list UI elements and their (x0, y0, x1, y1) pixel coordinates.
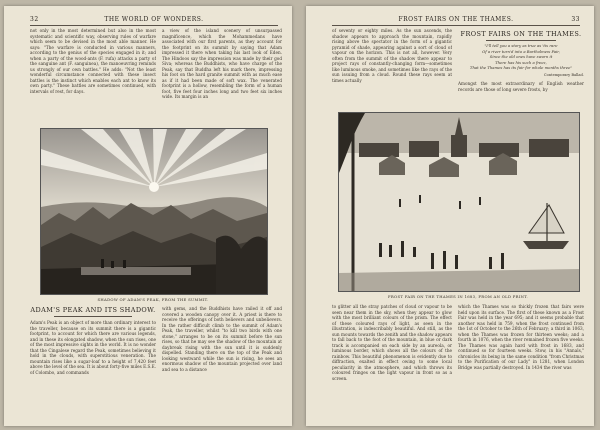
running-title: THE WORLD OF WONDERS. (104, 16, 204, 23)
text-column-1: of seventy or eighty miles. As the sun ascends, the shadow appears to approach the mountain, rapidly rising above the spectator in the form of a gigantic pyramid of shade, appearing against a sort of cloud of vapour on the horizon. This is not all, however. Very often from the summit of the shadow there appear to project rays of constantly-changing form—sometimes like luminous smoke, and sometimes like the rays of the sun issuing from a cloud. Round these rays seem at times actually (332, 28, 452, 83)
text-column-1: not only in the most determined but also in the most systematic and scientific way, observing rules of warfare which seem to be devised in the most able manner. He says: "The warfare is conducted in various manners, according to the genius of the species engaged in it; and when a party of the wood-ants (F. rufa) attacks a party of the sanguine ant (F. sanguinea), the manoeuvring reminds us strongly of our own battles." He adds: "Not the least wonderful circumstance connected with these insect battles is the instinct which enables each ant to know its own party." These battles are sometimes continued, with intervals of rest, for days. (30, 28, 156, 94)
text-column-2: a view of the island scenery of unsurpassed magnificence, which the Mohammedans have associated with our first parents, as they account for the footprint on its summit by saying that Adam impressed it there when taking his last look of Eden. The Hindoos say the impression was made by their god Siva; whereas the Buddhists, who have charge of the Peak, say that Buddha left his mark there, impressing his foot on the hard granite summit with as much ease as if it had been made of soft wax. The venerated footprint is a hollow, resembling the form of a human foot, five feet four inches long and two feet six inches wide. Its margin is an (162, 28, 282, 99)
adams-peak-illustration (40, 128, 268, 295)
page-number: 33 (571, 16, 580, 23)
text-column-3: to glitter all the stray patches of cloud or vapour to be seen near them in the sky, when they appear to glow with the most brilliant colours of the prism. The effect of these coloured rays of light, as seen in the illustration, is indescribably beautiful. And still, as the sun mounts towards the zenith and the shadow appears to fall back to the foot of the mountain, in blue or dark track is accompanied on each side by an aureola, or luminous border, which shows all the colours of the rainbow. This beautiful phenomenon is evidently due to diffraction, exalted in effect owing to some local peculiarity in the atmosphere, and which throws its coloured fringes on the light vapour in front so as a screen. (332, 304, 452, 381)
text-column-4: with gems, and the Buddhists have railed it off and covered a wooden canopy over it. A priest is there to receive the offerings of both believers and unbelievers. In the rather difficult climb to the summit of Adam's Peak, the traveller, whilst "to kill two birds with one stone," arranges to be on its summit before the sun rises, so that he may see the shadow of the mountain at daybreak rising with the sun until it is suddenly dispelled. Standing there on the top of the Peak and looking westward while the sun is rising, he sees an enormous shadow of the mountain projected over land and sea to a distance (162, 306, 282, 372)
quote-attribution: Contemporary Ballad. (543, 73, 584, 77)
running-title: FROST FAIRS ON THE THAMES. (398, 16, 514, 23)
section-heading: ADAM'S PEAK AND ITS SHADOW. (30, 306, 156, 314)
header-rule (30, 25, 278, 26)
figure-caption: SHADOW OF ADAM'S PEAK, FROM THE SUMMIT. (97, 297, 209, 302)
right-page (306, 6, 594, 426)
figure-caption: FROST FAIR ON THE THAMES IN 1683, FROM AN OLD PRINT. (387, 294, 529, 299)
frost-fair-illustration (338, 112, 580, 292)
section-rule (486, 40, 556, 41)
section-heading: FROST FAIRS ON THE THAMES. (460, 30, 582, 38)
text-column-2: Amongst the most extraordinary of English weather records are those of long severe frosts, by (458, 81, 584, 92)
text-column-3: Adam's Peak is an object of more than ordinary interest to the traveller, because on its summit there is a gigantic footprint, to account for which there are various legends, and in these its elongated shadow, when the sun rises, one of the most impressive sights in the world. It is no wonder that the Cingalese regard the Peak, sometimes believing it hold in the clouds, with superstitious veneration. The mountain rises like a sugar-loaf to a height of 7,420 feet above the level of the sea. It is about forty-five miles E.S.E. of Colombo, and commands (30, 320, 156, 375)
section-rule (54, 316, 132, 317)
left-page (4, 6, 292, 426)
text-column-4: which the Thames was so thickly frozen that fairs were held upon its surface. The first of these known as a Frost Fair was held in the year 695; and it seems probable that another was held in 759, when the frost continued from the 1st of October to the 26th of February; a third in 1063, when the Thames was frozen for thirteen weeks; and a fourth in 1076, when the river remained frozen five weeks. The Thames was again hard with frost in 1683, and continued so for fourteen weeks. Stow, in his "Annals," chronicles its being in the same condition "from Christmas to the Purification of our Lady" in 1281, when London Bridge was partially destroyed. In 1434 the river was (458, 304, 584, 370)
header-rule (332, 25, 580, 26)
epigraph-quote: "I'll tell you a story as true as 'tis rare Of a river turn'd into a Bartholmew Fair, Since the old ones have sworn it There has his such a freez, That the Thames has its fair for whole months three" (469, 43, 573, 70)
page-number: 32 (30, 16, 39, 23)
